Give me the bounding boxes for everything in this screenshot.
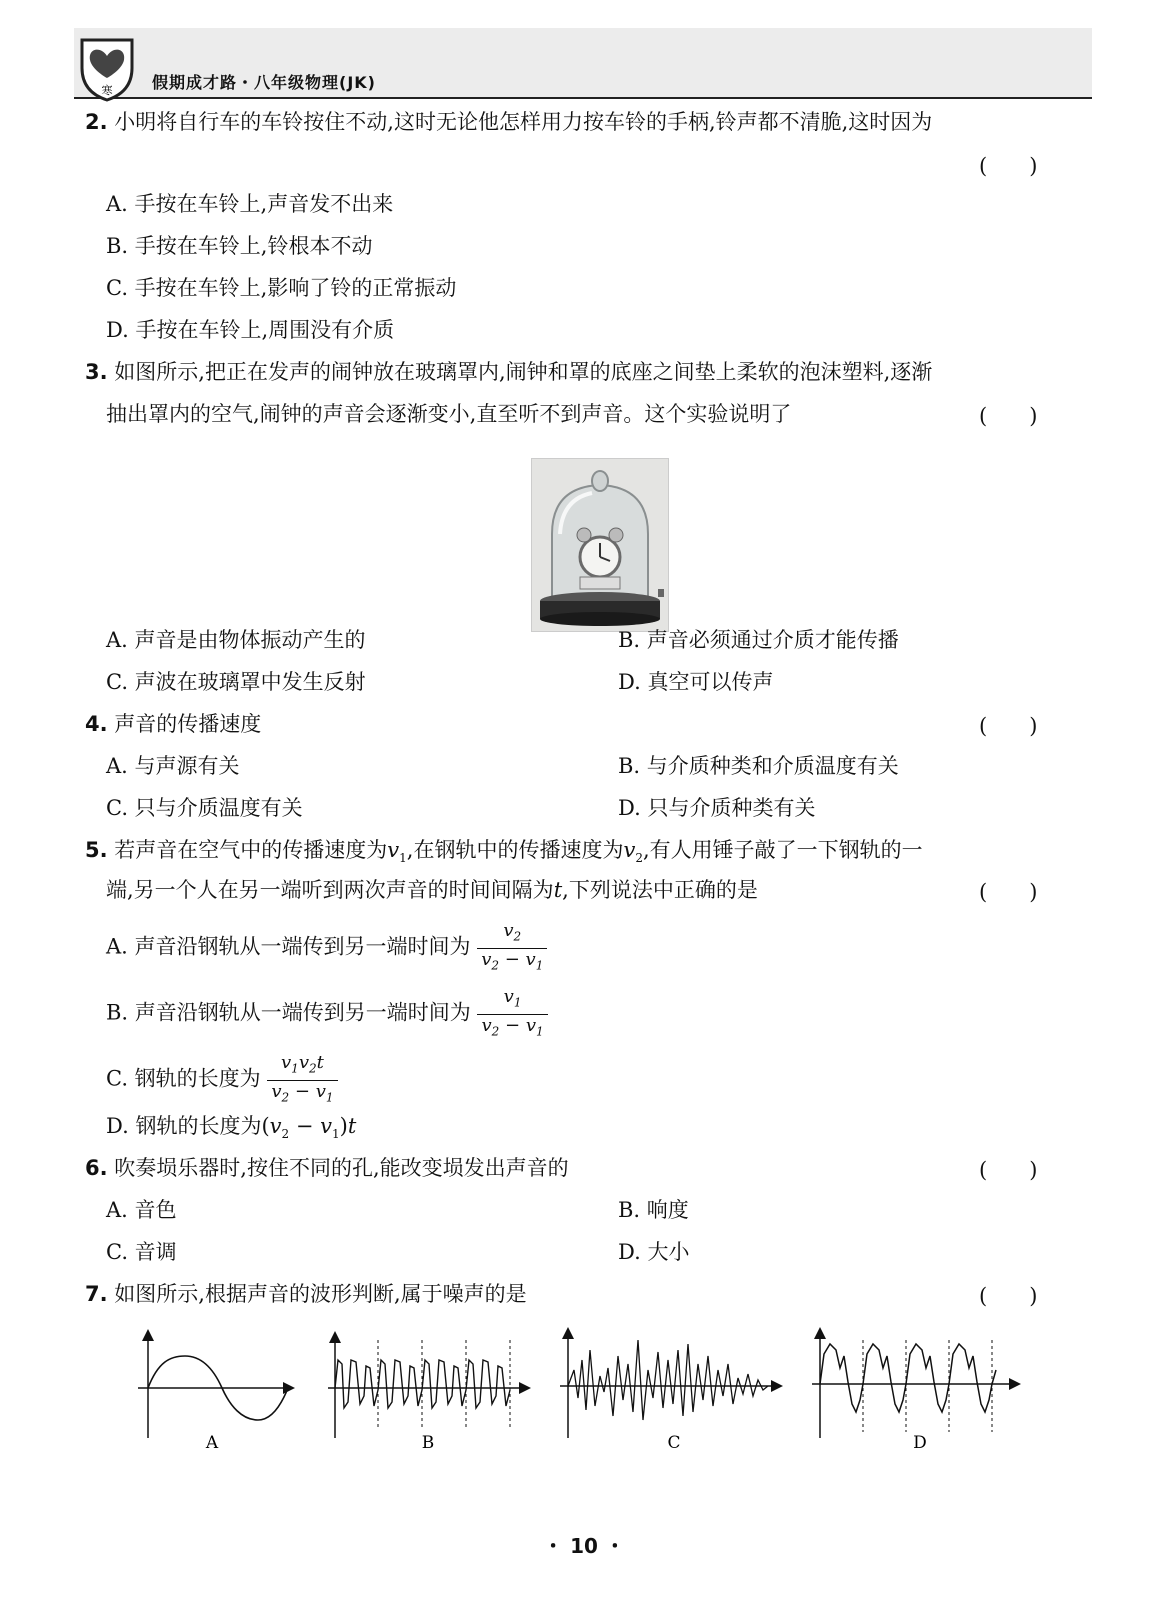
q5-option-c-text: C. 钢轨的长度为	[106, 1066, 261, 1091]
q5-option-c-fraction: $\frac{v_1v_2t}{v_2 - v_1}$	[267, 1052, 337, 1108]
answer-paren-q5[interactable]: ( )	[979, 880, 1038, 904]
question-6-number: 6.	[85, 1156, 108, 1180]
header-rule	[74, 97, 1092, 99]
question-5-stem	[85, 836, 923, 872]
waveform-label-a: A	[205, 1433, 219, 1450]
q6-option-a[interactable]: A. 音色	[106, 1198, 177, 1222]
q5-option-a[interactable]	[106, 920, 547, 976]
question-3-text-line2: 抽出罩内的空气,闹钟的声音会逐渐变小,直至听不到声音。这个实验说明了	[106, 402, 792, 426]
waveform-label-c: C	[667, 1433, 681, 1450]
header-title: 假期成才路・八年级物理(JK)	[152, 73, 376, 92]
q2-option-b[interactable]: B. 手按在车铃上,铃根本不动	[106, 234, 373, 258]
question-3-number: 3.	[85, 360, 108, 384]
question-7-stem	[85, 1280, 527, 1308]
var-v: v	[623, 838, 636, 862]
question-6-text: 吹奏埙乐器时,按住不同的孔,能改变埙发出声音的	[114, 1156, 569, 1180]
question-3-text-line1: 如图所示,把正在发声的闹钟放在玻璃罩内,闹钟和罩的底座之间垫上柔软的泡沫塑料,逐渐	[114, 360, 933, 384]
waveform-d	[812, 1330, 1018, 1438]
q4-option-a[interactable]: A. 与声源有关	[106, 754, 240, 778]
q6-option-d[interactable]: D. 大小	[618, 1240, 690, 1264]
question-2-number: 2.	[85, 110, 108, 134]
question-5-line2	[106, 876, 758, 904]
question-3-stem	[85, 358, 932, 386]
waveform-b	[328, 1334, 528, 1438]
logo-icon	[76, 34, 138, 104]
q5-option-b-text: B. 声音沿钢轨从一端传到另一端时间为	[106, 1000, 471, 1025]
waveform-c	[560, 1330, 780, 1438]
q3-option-a[interactable]: A. 声音是由物体振动产生的	[106, 628, 366, 652]
q3-option-d[interactable]: D. 真空可以传声	[618, 670, 774, 694]
question-2-stem	[85, 108, 932, 136]
bell-jar-clock-photo	[531, 458, 669, 632]
answer-paren-q2[interactable]: ( )	[979, 154, 1038, 178]
question-5-text-d: 端,另一个人在另一端听到两次声音的时间间隔为	[106, 878, 554, 902]
question-2-text: 小明将自行车的车铃按住不动,这时无论他怎样用力按车铃的手柄,铃声都不清脆,这时因为	[114, 110, 933, 134]
answer-paren-q4[interactable]: ( )	[979, 714, 1038, 738]
question-4-number: 4.	[85, 712, 108, 736]
question-5-text-e: ,下列说法中正确的是	[562, 878, 758, 902]
waveform-label-d: D	[913, 1433, 927, 1450]
question-7-number: 7.	[85, 1282, 108, 1306]
page-number: ・ 10 ・	[543, 1534, 625, 1558]
q6-option-c[interactable]: C. 音调	[106, 1240, 177, 1264]
q4-option-b[interactable]: B. 与介质种类和介质温度有关	[618, 754, 899, 778]
question-7-text: 如图所示,根据声音的波形判断,属于噪声的是	[114, 1282, 527, 1306]
question-5-text-b: ,在钢轨中的传播速度为	[406, 838, 624, 862]
q5-option-a-fraction: $\frac{v_2}{v_2 - v_1}$	[477, 920, 547, 976]
question-6-stem	[85, 1154, 569, 1182]
question-5-number: 5.	[85, 838, 108, 862]
waveform-a	[138, 1332, 292, 1438]
q5-option-b[interactable]	[106, 986, 548, 1042]
answer-paren-q7[interactable]: ( )	[979, 1284, 1038, 1308]
q5-option-c[interactable]	[106, 1052, 338, 1108]
question-4-stem	[85, 710, 261, 738]
var-t: t	[553, 878, 563, 902]
question-5-text-a: 若声音在空气中的传播速度为	[114, 838, 388, 862]
q4-option-d[interactable]: D. 只与介质种类有关	[618, 796, 816, 820]
q3-option-b[interactable]: B. 声音必须通过介质才能传播	[618, 628, 899, 652]
svg-text:寒: 寒	[101, 84, 113, 97]
q4-option-c[interactable]: C. 只与介质温度有关	[106, 796, 303, 820]
question-5-text-c: ,有人用锤子敲了一下钢轨的一	[643, 838, 923, 862]
answer-paren-q3[interactable]: ( )	[979, 404, 1038, 428]
q3-option-c[interactable]: C. 声波在玻璃罩中发生反射	[106, 670, 366, 694]
q5-option-d[interactable]: D. 钢轨的长度为$(v_2 - v_1)t$	[106, 1114, 357, 1142]
waveform-figure	[130, 1320, 1050, 1450]
q2-option-a[interactable]: A. 手按在车铃上,声音发不出来	[106, 192, 394, 216]
sub-2: 2	[635, 851, 643, 866]
var-v: v	[387, 838, 400, 862]
question-4-text: 声音的传播速度	[114, 712, 262, 736]
sub-1: 1	[399, 851, 407, 866]
answer-paren-q6[interactable]: ( )	[979, 1158, 1038, 1182]
q2-option-c[interactable]: C. 手按在车铃上,影响了铃的正常振动	[106, 276, 457, 300]
waveform-label-b: B	[421, 1433, 435, 1450]
q2-option-d[interactable]: D. 手按在车铃上,周围没有介质	[106, 318, 395, 342]
q5-option-d-text: D. 钢轨的长度为	[106, 1114, 262, 1138]
q5-option-a-text: A. 声音沿钢轨从一端传到另一端时间为	[106, 934, 471, 959]
q5-option-b-fraction: $\frac{v_1}{v_2 - v_1}$	[477, 986, 547, 1042]
q6-option-b[interactable]: B. 响度	[618, 1198, 689, 1222]
